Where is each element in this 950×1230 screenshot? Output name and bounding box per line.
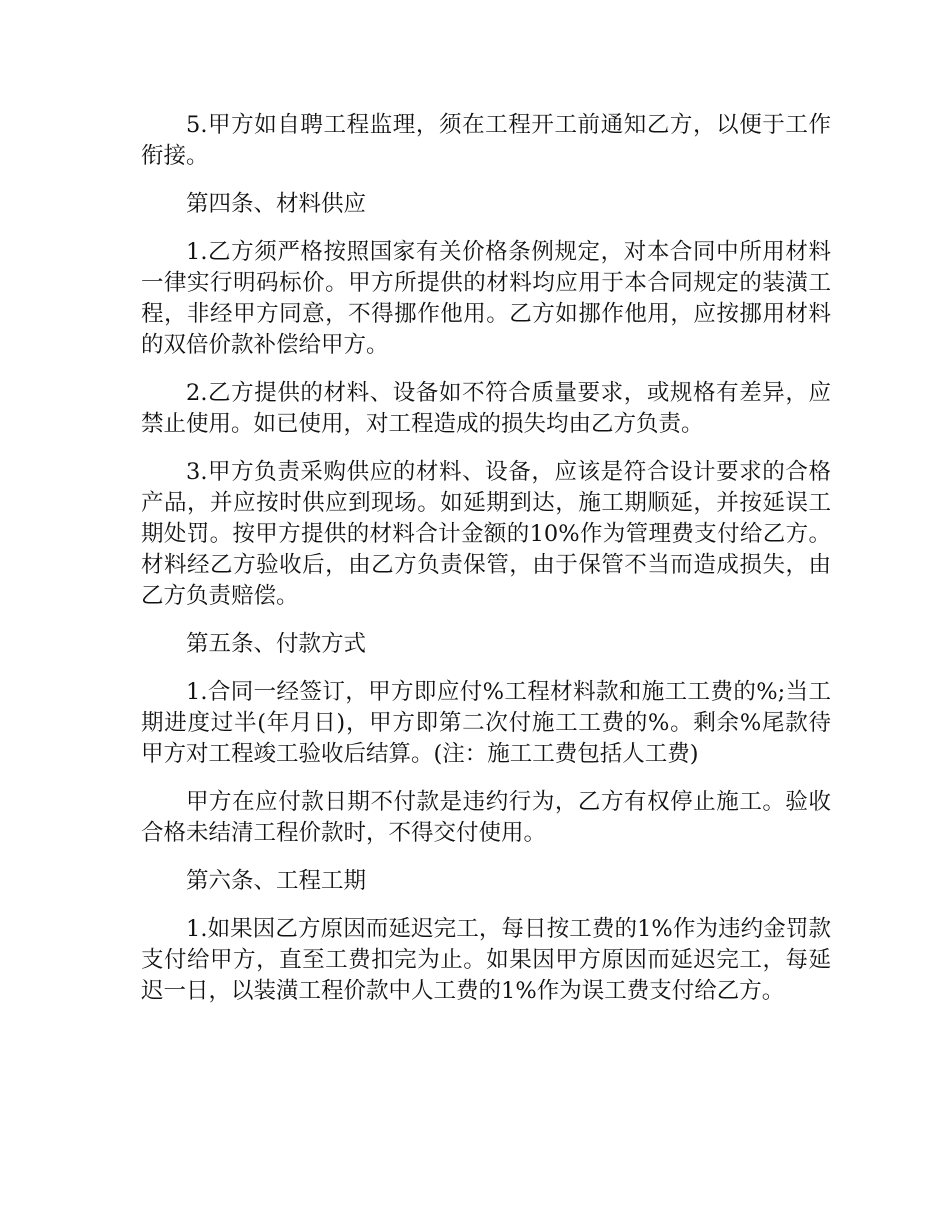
paragraph-materials-3: 3.甲方负责采购供应的材料、设备，应该是符合设计要求的合格产品，并应按时供应到现场。如延期到达，施工期顺延，并按延误工期处罚。按甲方提供的材料合计金额的10%作为管理费支付给乙方。材料经乙方验收后，由乙方负责保管，由于保管不当而造成损失，由乙方负责赔偿。 [141, 459, 831, 609]
heading-article-6: 第六条、工程工期 [186, 868, 367, 894]
document-body [141, 110, 831, 1024]
paragraph-clause-5-supervision: 5.甲方如自聘工程监理，须在工程开工前通知乙方，以便于工作衔接。 [141, 112, 831, 169]
heading-article-4: 第四条、材料供应 [186, 191, 367, 217]
paragraph-payment-default: 甲方在应付款日期不付款是违约行为，乙方有权停止施工。验收合格未结清工程价款时，不得交付使用。 [141, 789, 831, 846]
paragraph-schedule-1: 1.如果因乙方原因而延迟完工，每日按工费的1%作为违约金罚款支付给甲方，直至工费扣完为止。如果因甲方原因而延迟完工，每延迟一日，以装潢工程价款中人工费的1%作为误工费支付给乙方。 [141, 916, 831, 1004]
heading-article-5: 第五条、付款方式 [186, 631, 367, 657]
paragraph-payment-1: 1.合同一经签订，甲方即应付%工程材料款和施工工费的%;当工期进度过半(年月日)，甲方即第二次付施工工费的%。剩余%尾款待甲方对工程竣工验收后结算。(注：施工工费包括人工费) [141, 679, 831, 767]
paragraph-materials-2: 2.乙方提供的材料、设备如不符合质量要求，或规格有差异，应禁止使用。如已使用，对工程造成的损失均由乙方负责。 [141, 380, 831, 437]
paragraph-materials-1: 1.乙方须严格按照国家有关价格条例规定，对本合同中所用材料一律实行明码标价。甲方所提供的材料均应用于本合同规定的装潢工程，非经甲方同意，不得挪作他用。乙方如挪作他用，应按挪用材料的双倍价款补偿给甲方。 [141, 239, 831, 358]
